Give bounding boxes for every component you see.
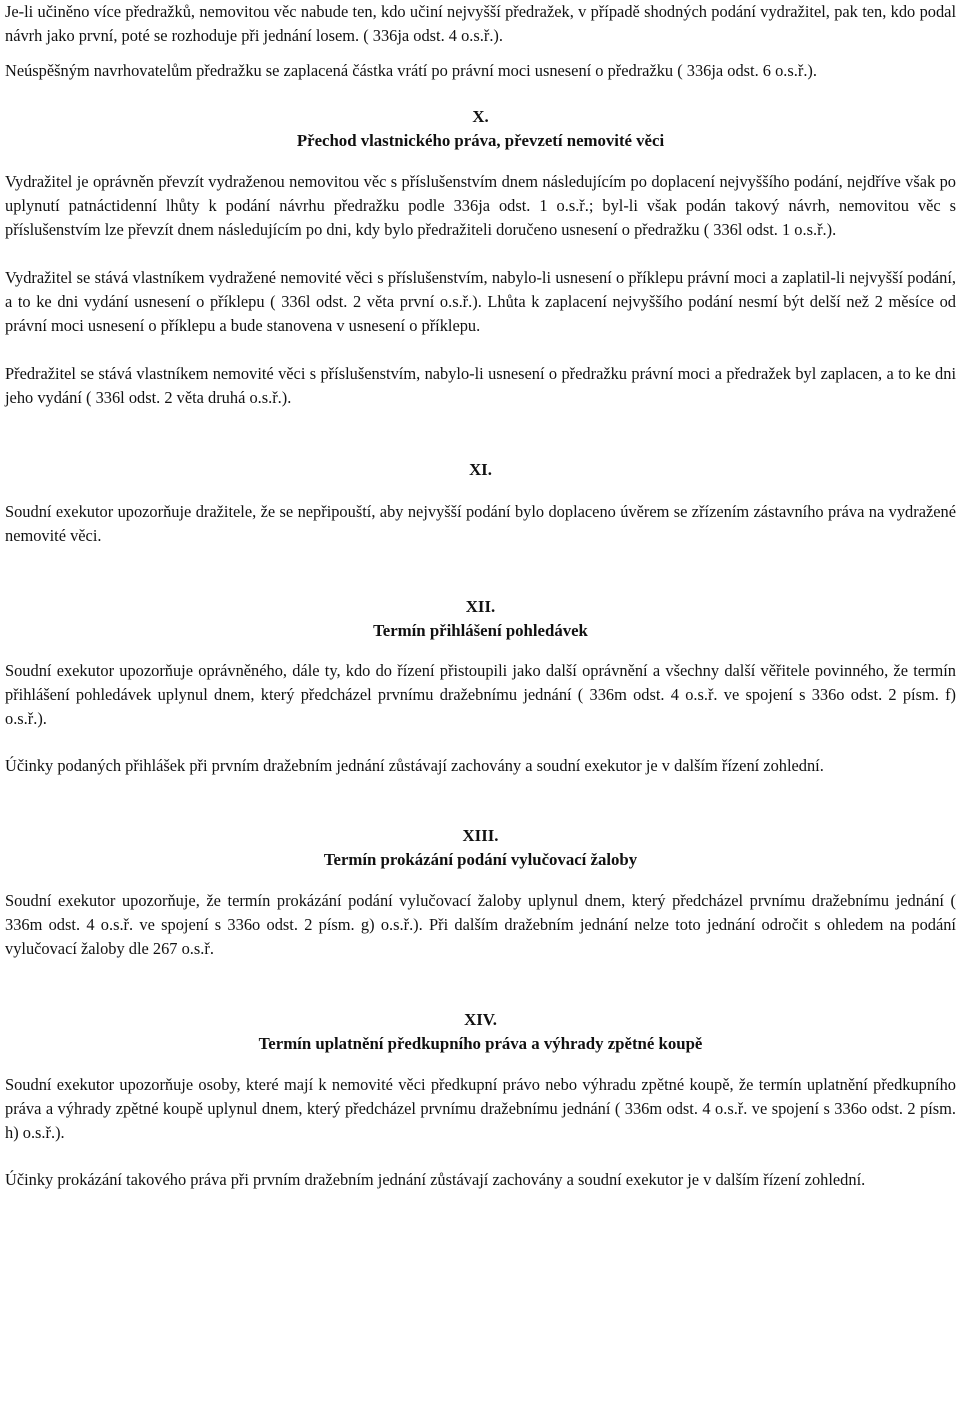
section-number: XIII. bbox=[462, 826, 499, 845]
section-title: Přechod vlastnického práva, převzetí nemovité věci bbox=[296, 131, 665, 150]
paragraph: Účinky podaných přihlášek při prvním dražebním jednání zůstávají zachovány a soudní exekutor je v dalším řízení zohlední. bbox=[5, 756, 824, 775]
section-number: XIV. bbox=[464, 1010, 497, 1029]
paragraph: Soudní exekutor upozorňuje oprávněného, dále ty, kdo do řízení přistoupili jako další oprávnění a všechny další věřitele povinného, že termín přihlášení pohledávek uplynul dnem, který předcházel prvnímu dražebnímu jednání ( 336m odst. 4 o.s.ř. ve spojení s 336o odst. 2 písm. f) o.s.ř.). bbox=[5, 661, 956, 728]
section-title: Termín uplatnění předkupního práva a výhrady zpětné koupě bbox=[258, 1034, 703, 1053]
paragraph: Vydražitel je oprávněn převzít vydraženou nemovitou věc s příslušenstvím dnem následujícím po doplacení nejvyššího podání, nejdříve však po uplynutí patnáctidenní lhůty k podání návrhu předražku podle 336ja odst. 1 o.s.ř.; byl-li však podán takový návrh, nemovitou věc s příslušenstvím lze převzít dnem následujícím po dni, kdy bylo předražiteli doručeno usnesení o předražku ( 336l odst. 1 o.s.ř.). bbox=[5, 172, 956, 239]
section-number: XII. bbox=[465, 597, 496, 616]
section-number: XI. bbox=[469, 460, 492, 479]
section-number: X. bbox=[472, 107, 489, 126]
paragraph: Soudní exekutor upozorňuje osoby, které mají k nemovité věci předkupní právo nebo výhradu zpětné koupě, že termín uplatnění předkupního práva a výhrady zpětné koupě uplynul dnem, který předcházel prvnímu dražebnímu jednání ( 336m odst. 4 o.s.ř. ve spojení s 336o odst. 2 písm. h) o.s.ř.). bbox=[5, 1075, 956, 1142]
section-title: Termín přihlášení pohledávek bbox=[373, 621, 588, 640]
section-title: Termín prokázání podání vylučovací žaloby bbox=[323, 850, 638, 869]
paragraph: Předražitel se stává vlastníkem nemovité věci s příslušenstvím, nabylo-li usnesení o předražku právní moci a předražek byl zaplacen, a to ke dni jeho vydání ( 336l odst. 2 věta druhá o.s.ř.). bbox=[5, 364, 956, 407]
paragraph: Soudní exekutor upozorňuje, že termín prokázání podání vylučovací žaloby uplynul dnem, který předcházel prvnímu dražebnímu jednání ( 336m odst. 4 o.s.ř. ve spojení s 336o odst. 2 písm. g) o.s.ř.). Při dalším dražebním jednání nelze toto jednání odročit s ohledem na podání vylučovací žaloby dle 267 o.s.ř. bbox=[5, 891, 956, 958]
paragraph: Vydražitel se stává vlastníkem vydražené nemovité věci s příslušenstvím, nabylo-li usnesení o příklepu právní moci a zaplatil-li nejvyšší podání, a to ke dni vydání usnesení o příklepu ( 336l odst. 2 věta první o.s.ř.). Lhůta k zaplacení nejvyššího podání nesmí být delší než 2 měsíce od právní moci usnesení o příklepu a bude stanovena v usnesení o příklepu. bbox=[5, 268, 956, 335]
paragraph: Neúspěšným navrhovatelům předražku se zaplacená částka vrátí po právní moci usnesení o předražku ( 336ja odst. 6 o.s.ř.). bbox=[5, 61, 817, 80]
paragraph: Soudní exekutor upozorňuje dražitele, že se nepřipouští, aby nejvyšší podání bylo doplaceno úvěrem se zřízením zástavního práva na vydražené nemovité věci. bbox=[5, 502, 956, 545]
paragraph: Je-li učiněno více předražků, nemovitou věc nabude ten, kdo učiní nejvyšší předražek, v případě shodných podání vydražitel, pak ten, kdo podal návrh jako první, poté se rozhoduje při jednání losem. ( 336ja odst. 4 o.s.ř.). bbox=[5, 2, 956, 45]
paragraph: Účinky prokázání takového práva při prvním dražebním jednání zůstávají zachovány a soudní exekutor je v dalším řízení zohlední. bbox=[5, 1170, 866, 1189]
